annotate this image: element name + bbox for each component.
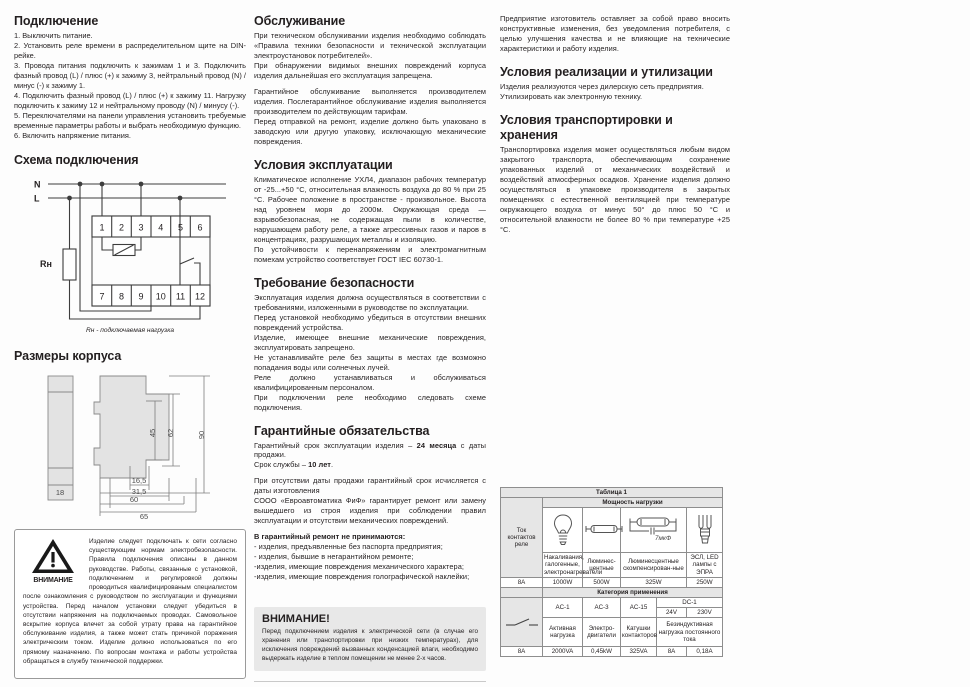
- category-ac1: AC-1: [543, 597, 583, 617]
- warranty-term: [254, 441, 486, 461]
- safety-item-2: Перед установкой необходимо убедиться в отсутствии внешних повреждений устройства.: [254, 312, 486, 332]
- connection-step-5: 5. Переключателями на панели управления установить требуемые временные параметры работы и выбрать необходимую функцию.: [14, 110, 246, 130]
- category-value-dc1-24v: 8A: [657, 647, 687, 657]
- lamp-icon-cell-incandescent: [543, 508, 583, 553]
- service-life-value: 10 лет: [308, 460, 331, 470]
- connection-step-4: 4. Подключить фазный провод (L) / плюс (+) к зажиму 11. Нагрузку подключить к зажиму 12 и нейтральному проводу (N) / минусу (-).: [14, 90, 246, 110]
- operating-p1: Климатическое исполнение УХЛ4, диапазон рабочих температур от -25...+50 °С, относительная влажность воздуха до 80 % при 25 °С. Рабочее положение в пространстве - произвольное. Высота над уровнем моря до 2000м. Окружающая среда — взрывобезопасная, не содержащая пыли в количестве, нарушающем работу реле, а также агрессивных газов и паров в концентрациях, разрушающих металлы и изоляцию.: [254, 174, 486, 244]
- attention-text: Изделие следует подключать к сети согласно существующим нормам электробезопасности. Правила подключения описаны в данном руководстве. Работы, связанные с установкой, подключением и регулировкой должны проводиться квалифицированым специалистом после ознакомления с руководством по эксплуатации и функциями устройства. Перед началом установки следует убедиться в отсутствии напряжения на подключаемых проводах. Самовольное вскрытие корпуса влечет за собой утрату права на гарантийное обслуживание изделия, а также может стать причиной поражения электрическим током. Изделие должно использоваться по его прямому назначению. По вопросам монтажа и работы устройства обращаться в службу технической поддержки.: [23, 538, 237, 665]
- sale-p1: Изделия реализуются через дилерскую сеть предприятия.: [500, 81, 704, 91]
- category-current-value: 8А: [501, 647, 543, 657]
- attention-box-cold: [254, 607, 486, 671]
- power-current-value: 8А: [501, 577, 543, 587]
- warranty-p3: При отсутствии даты продажи гарантийный срок исчисляется с даты изготовления: [254, 476, 486, 496]
- attention-badge-label: ВНИМАНИЕ: [33, 577, 73, 584]
- load-label: Rн: [40, 258, 52, 269]
- section-title-operating: Условия эксплуатации: [254, 157, 393, 172]
- category-header-cell: Категория применения: [543, 587, 723, 597]
- attention-box: [14, 529, 246, 679]
- dc-voltage-24v: 24V: [657, 608, 687, 618]
- category-ac15: AC-15: [621, 597, 657, 617]
- service-p3: Гарантийное обслуживание выполняется производителем изделия. Послегарантийное обслуживание изделия выполняется производителем по действующим тарифам.: [254, 86, 486, 116]
- safety-item-6: При подключении реле необходимо следовать схеме подключения.: [254, 392, 486, 412]
- section-title-sale: Условия реализации и утилизации: [500, 64, 713, 79]
- warranty-exclusion-4: -изделия, имеющие повреждения голографической наклейки;: [254, 572, 470, 582]
- power-value-fluorescent: 500W: [583, 577, 621, 587]
- category-value-ac1: 2000VA: [543, 647, 583, 657]
- right-column: [500, 14, 730, 235]
- section-title-service: Обслуживание: [254, 14, 346, 28]
- terminal-11: 11: [175, 291, 186, 302]
- manufacturer-notice: Предприятие изготовитель оставляет за собой право вносить конструктивные изменения, без уведомления потребителя, с целью улучшения качества и не влияющие на технические характеристики и работу изделия.: [500, 14, 730, 53]
- connection-step-1: 1. Выключить питание.: [14, 31, 93, 40]
- warranty-exclusion-3: -изделия, имеющие повреждения механического характера;: [254, 562, 464, 572]
- dim-65: 65: [139, 511, 149, 521]
- dim-62: 62: [166, 428, 175, 437]
- terminal-10: 10: [155, 291, 166, 302]
- table-row-power-header: [501, 498, 723, 508]
- safety-item-1: Эксплуатация изделия должна осуществляться в соответствии с требованиями, изложенными в руководстве по эксплуатации.: [254, 292, 486, 312]
- connection-step-2: 2. Установить реле времени в распределительном щите на DIN-рейке.: [14, 40, 246, 60]
- warranty-p4: СООО «Евроавтоматика ФиФ» гарантирует ремонт или замену вышедшего из строя изделия при соблюдении правил эксплуатации и отсутствии механических повреждений.: [254, 496, 486, 526]
- lamp-type-fluorescent: Люминес-центные: [583, 553, 621, 577]
- table-row-power-values: [501, 577, 723, 587]
- section-title-warranty: Гарантийные обязательства: [254, 423, 430, 438]
- table-row-category-values: [501, 647, 723, 657]
- lamp-type-cfl: ЭСЛ, LED лампы с ЭПРА: [687, 553, 723, 577]
- dim-31-5: 31,5: [131, 486, 147, 496]
- terminal-8: 8: [118, 291, 125, 302]
- warranty-term-post: с даты продажи.: [254, 440, 486, 460]
- terminal-4: 4: [158, 222, 164, 233]
- service-p4: Перед отправкой на ремонт, изделие должно быть упаковано в заводскую или другую упаковку, исключающую механические повреждения.: [254, 116, 486, 146]
- dim-60: 60: [129, 494, 139, 504]
- warranty-exclusion-2: - изделия, бывшие в негарантийном ремонте;: [254, 552, 414, 562]
- connection-step-6: 6. Включить напряжение питания.: [14, 130, 131, 140]
- current-header-cell: Ток контактов реле: [501, 498, 543, 578]
- warranty-term-pre: Гарантийный срок эксплуатации изделия –: [254, 440, 417, 450]
- dim-45: 45: [148, 428, 157, 437]
- lamp-icon-cell-fluorescent: [583, 508, 621, 553]
- category-type-dc1: Безиндуктивная нагрузка постоянного тока: [657, 618, 723, 647]
- footer-divider: [254, 681, 486, 682]
- terminal-5: 5: [177, 222, 184, 233]
- table-row-categories: [501, 597, 723, 607]
- category-dc1: DC-1: [657, 597, 723, 607]
- rail-label-n: N: [34, 179, 41, 190]
- switch-contact-icon: [505, 616, 539, 628]
- table-row-title: [501, 488, 723, 498]
- section-title-connection: Подключение: [14, 14, 99, 28]
- category-type-ac3: Электро-двигатели: [583, 618, 621, 647]
- lamp-icon-cell-cfl: [687, 508, 723, 553]
- section-title-safety: Требование безопасности: [254, 275, 415, 290]
- category-value-dc1-230v: 0,18A: [687, 647, 723, 657]
- incandescent-lamp-icon: [552, 512, 574, 546]
- terminal-2: 2: [118, 222, 125, 233]
- wiring-caption: Rн - подключаемая нагрузка: [85, 326, 175, 334]
- terminal-3: 3: [138, 222, 144, 233]
- warranty-term-value: 24 месяца: [416, 440, 457, 450]
- service-p1: При техническом обслуживании изделия необходимо соблюдать «Правила техники безопасности и технической эксплуатации электроустановок потребителей».: [254, 31, 486, 60]
- terminal-6: 6: [197, 222, 203, 233]
- dim-18: 18: [55, 487, 65, 497]
- service-p2: При обнаружении видимых внешних повреждений корпуса изделия дальнейшая его эксплуатация запрещена.: [254, 60, 486, 80]
- wiring-diagram: [14, 171, 246, 343]
- safety-item-5: Реле должно устанавливаться и обслуживаться квалифицированным персоналом.: [254, 372, 486, 392]
- load-table-wrapper: [500, 487, 722, 657]
- category-type-ac15: Катушки контакторов: [621, 618, 657, 647]
- attention-badge: [23, 537, 83, 586]
- section-title-transport: Условия транспортировки и хранения: [500, 112, 673, 142]
- rail-label-l: L: [34, 193, 40, 204]
- power-value-cfl: 250W: [687, 577, 723, 587]
- power-value-compensated: 325W: [621, 577, 687, 587]
- safety-item-3: Изделие, имеющее внешние механические повреждения, эксплуатировать запрещено.: [254, 332, 486, 352]
- compensated-fluorescent-icon: [625, 514, 683, 544]
- service-life-post: .: [330, 460, 334, 470]
- switch-symbol-cell: [501, 597, 543, 646]
- terminal-1: 1: [99, 222, 105, 233]
- sale-p2: Утилизировать как электронную технику.: [500, 91, 643, 101]
- dimensions-drawing: [14, 368, 246, 528]
- middle-column: [254, 14, 486, 582]
- transport-p1: Транспортировка изделия может осуществляться любым видом закрытого транспорта, обеспечивающим сохранение упакованных изделий от механических воздействий и воздействий атмосферных осадков. Хранение изделия должно осуществляться в упаковке производителя в закрытых помещениях с естественной вентиляцией при температуре окружающего воздуха от минус 50° до плюс 50 °С и относительной влажности не более 80 % при температуре +25 °С.: [500, 144, 730, 234]
- operating-p2: По устойчивости к перенапряжениям и электромагнитным помехам устройство соответствует ГОСТ IEC 60730-1.: [254, 244, 486, 264]
- dim-90: 90: [197, 430, 206, 439]
- attention-cold-text: Перед подключением изделия к электрической сети (в случае его хранения или транспортировки при низких температурах), для исключения повреждений вызванных конденсацией влаги, необходимо выдержать изделие в теплом помещении не менее 2-х часов.: [262, 628, 478, 662]
- category-blank-cell: [501, 587, 543, 597]
- table-title: Таблица 1: [501, 488, 723, 498]
- warranty-exclusions-title: В гарантийный ремонт не принимаются:: [254, 532, 406, 542]
- terminal-9: 9: [138, 291, 144, 302]
- fluorescent-tube-icon: [584, 521, 624, 537]
- attention-cold-title: ВНИМАНИЕ!: [262, 613, 330, 625]
- category-value-ac3: 0,45kW: [583, 647, 621, 657]
- safety-item-4: Не устанавливайте реле без защиты в местах где возможно попадания воды или солнечных лучей.: [254, 352, 486, 372]
- section-title-dimensions: Размеры корпуса: [14, 348, 122, 363]
- dim-16-5: 16,5: [131, 475, 147, 485]
- service-life: [254, 460, 486, 470]
- table-row-category-header: [501, 587, 723, 597]
- category-type-ac1: Активная нагрузка: [543, 618, 583, 647]
- load-table: [500, 487, 723, 657]
- terminal-7: 7: [99, 291, 105, 302]
- terminal-12: 12: [194, 291, 206, 302]
- category-value-ac15: 325VA: [621, 647, 657, 657]
- category-ac3: AC-3: [583, 597, 621, 617]
- connection-step-3: 3. Провода питания подключить к зажимам 1 и 3. Подключить фазный провод (L) / плюс (+) к зажиму 3, нейтральный провод (N) / минус (-) к зажиму 1.: [14, 60, 246, 90]
- capacitor-note: 7мкФ: [654, 535, 671, 543]
- power-value-incandescent: 1000W: [543, 577, 583, 587]
- service-life-pre: Срок службы –: [254, 460, 309, 470]
- lamp-icon-cell-compensated: [621, 508, 687, 553]
- warranty-exclusion-1: - изделия, предъявленные без паспорта предприятия;: [254, 542, 443, 552]
- dc-voltage-230v: 230V: [687, 608, 723, 618]
- warning-triangle-icon: [31, 537, 75, 575]
- cfl-led-lamp-icon: [694, 512, 716, 546]
- power-header-cell: Мощность нагрузки: [543, 498, 723, 508]
- section-title-scheme: Схема подключения: [14, 152, 139, 167]
- lamp-type-incandescent: Накаливания, галогенные, электронагреватели: [544, 554, 603, 576]
- lamp-type-compensated: Люминесцентные скомпенсирован-ные: [621, 553, 687, 577]
- left-column: [14, 14, 246, 528]
